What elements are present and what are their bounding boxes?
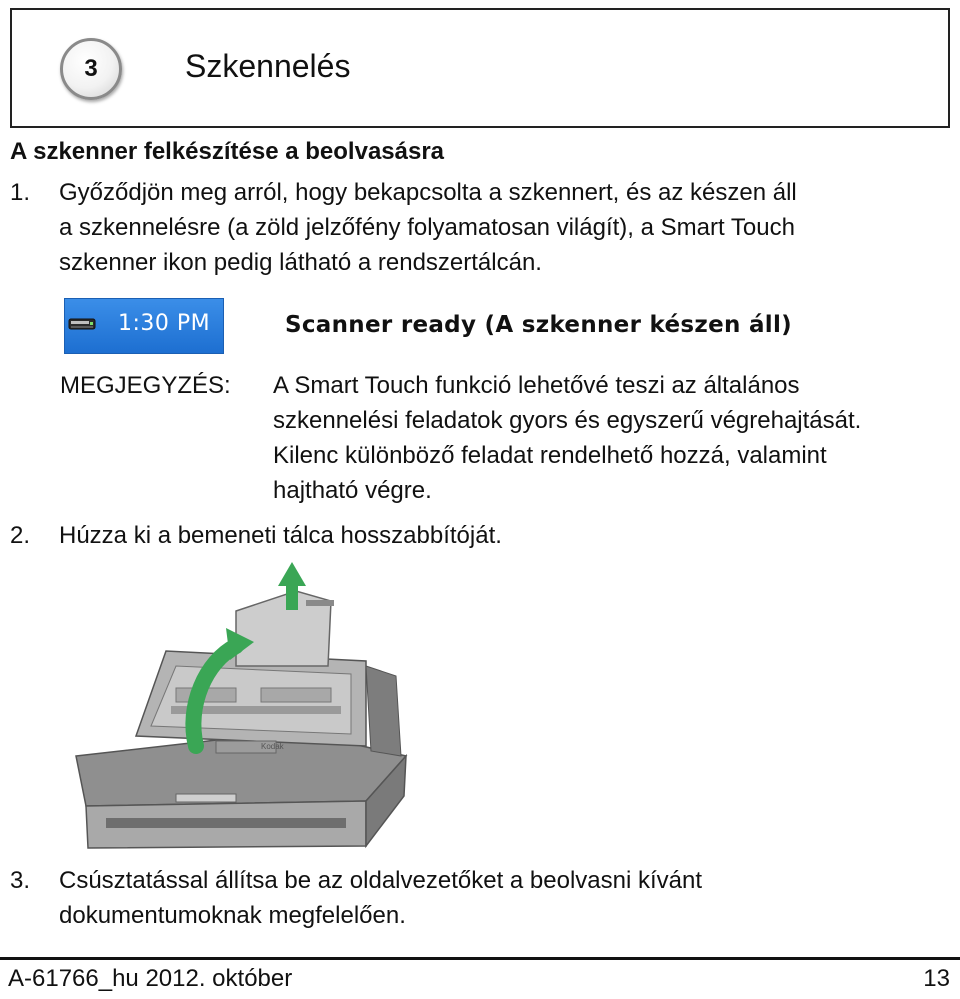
note-line-1: A Smart Touch funkció lehetővé teszi az általános (273, 372, 800, 399)
step-1 (10, 175, 797, 280)
step-1-line-1: Győződjön meg arról, hogy bekapcsolta a szkennert, és az készen áll (59, 179, 797, 206)
step-3-line-1: Csúsztatással állítsa be az oldalvezetőket a beolvasni kívánt (59, 867, 703, 894)
note-line-4: hajtható végre. (273, 477, 432, 504)
tray-clock: 1:30 PM (118, 311, 211, 336)
step-2-number: 2. (10, 522, 31, 549)
footer-rule (0, 957, 960, 960)
note-line-2: szkennelési feladatok gyors és egyszerű végrehajtását. (273, 407, 862, 434)
note-label: MEGJEGYZÉS: (60, 372, 231, 399)
step-1-line-3: szkenner ikon pedig látható a rendszertálcán. (59, 249, 542, 276)
document-id: A-61766_hu 2012. október (8, 965, 293, 992)
chapter-header (10, 8, 950, 128)
step-3-line-2: dokumentumoknak megfelelően. (59, 902, 406, 929)
step-2 (10, 518, 502, 553)
step-3-number: 3. (10, 867, 31, 894)
step-1-number: 1. (10, 179, 31, 206)
step-1-line-2: a szkennelésre (a zöld jelzőfény folyamatosan világít), a Smart Touch (59, 214, 795, 241)
scanner-input-tray-illustration (66, 556, 411, 856)
brand-text: Kodak (261, 742, 284, 751)
step-2-line-1: Húzza ki a bemeneti tálca hosszabbítóját. (59, 522, 502, 549)
note-body (273, 368, 953, 508)
page-title: Szkennelés (185, 48, 351, 84)
scanner-tray-icon (68, 316, 98, 332)
step-number-badge: 3 (60, 38, 122, 100)
step-3 (10, 863, 702, 933)
tray-caption: Scanner ready (A szkenner készen áll) (285, 312, 792, 338)
note-line-3: Kilenc különböző feladat rendelhető hozzá, valamint (273, 442, 827, 469)
page-number: 13 (923, 965, 950, 992)
section-heading: A szkenner felkészítése a beolvasásra (10, 138, 445, 165)
